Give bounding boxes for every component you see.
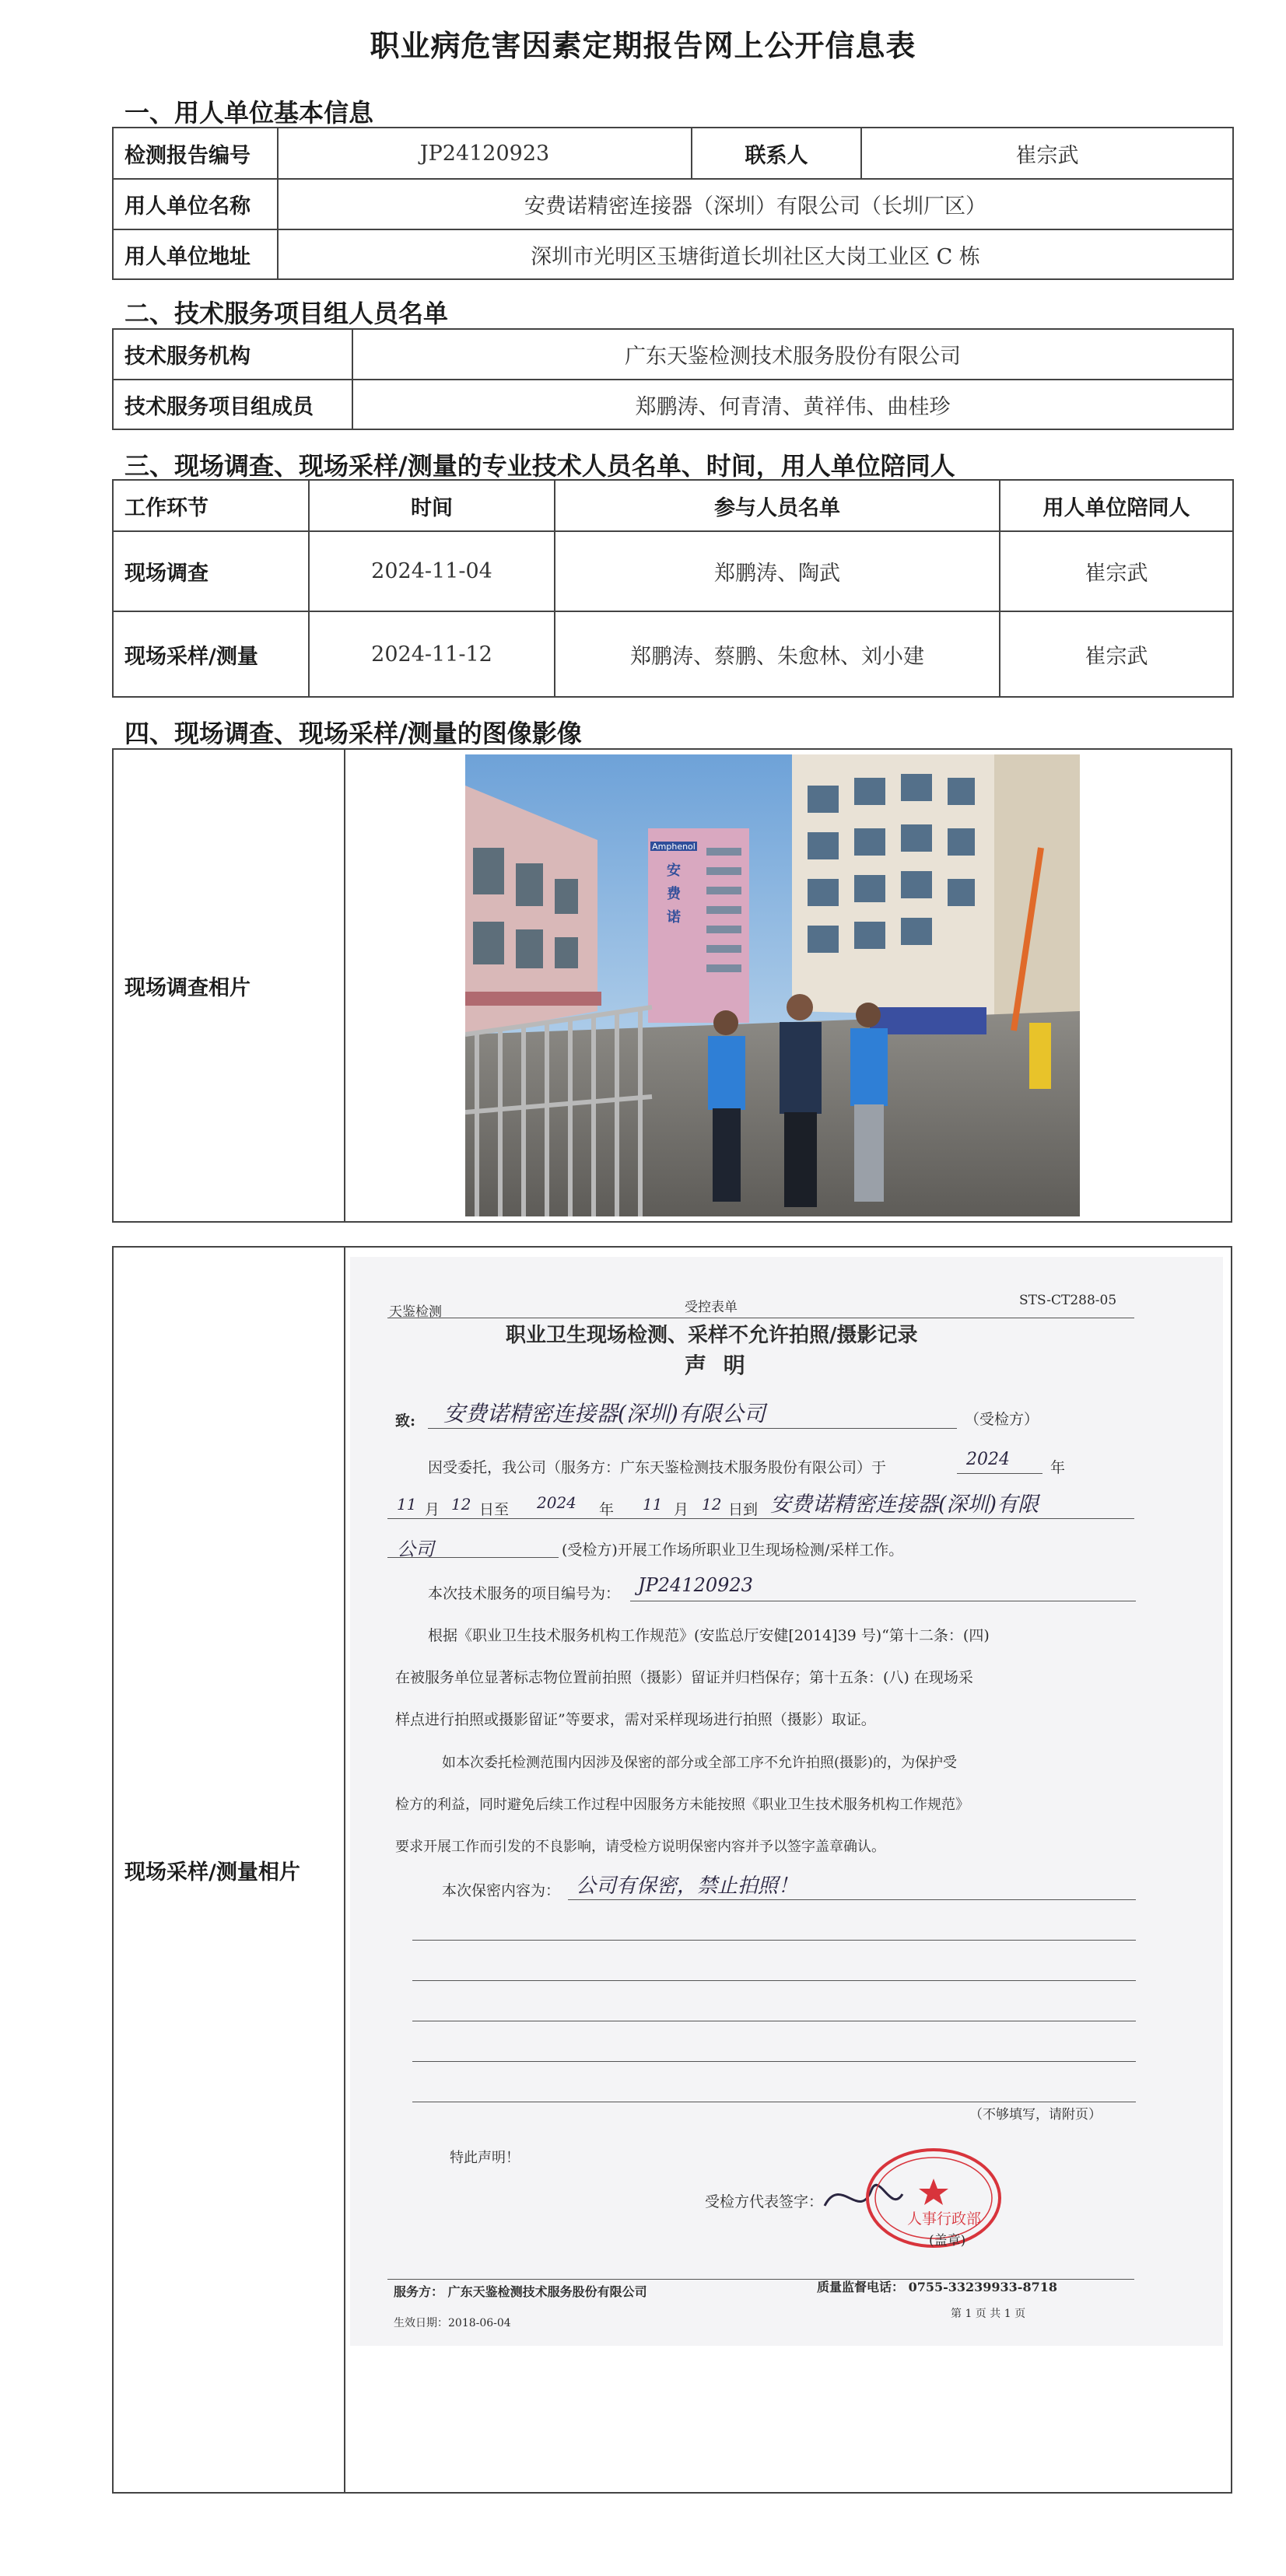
sign-char-3: 诺	[667, 909, 681, 926]
doc-header-mid: 受控表单	[685, 1300, 738, 1315]
col-date: 时间	[309, 480, 555, 531]
person-right	[850, 1003, 888, 1202]
col-people: 参与人员名单	[555, 480, 1000, 531]
doc-mid: 日至	[479, 1501, 510, 1518]
org-label: 技术服务机构	[113, 329, 352, 380]
doc-p4-hand: JP24120923	[638, 1574, 753, 1596]
table-row	[113, 611, 1233, 697]
doc-p10: 要求开展工作而引发的不良影响，请受检方说明保密内容并予以签字盖章确认。	[395, 1839, 885, 1855]
doc-p6: 在被服务单位显著标志物位置前拍照（摄影）留证并归档保存；第十五条：(八) 在现场采	[395, 1669, 973, 1686]
doc-p11-label: 本次保密内容为：	[442, 1882, 561, 1899]
company-name: 安费诺精密连接器（深圳）有限公司（长圳厂区）	[278, 179, 1233, 229]
doc-p1: 因受委托，我公司（服务方：广东天鉴检测技术服务股份有限公司）于	[428, 1459, 887, 1476]
doc-month1: 11	[397, 1495, 417, 1514]
doc-p3-hand: 公司	[397, 1538, 434, 1560]
doc-day1: 12	[451, 1495, 471, 1514]
doc-stamp-sub: (盖章)	[929, 2233, 966, 2249]
survey-photo-label-cell	[114, 750, 345, 1221]
doc-yue1: 月	[425, 1501, 440, 1518]
sampling-photo-label: 现场采样/测量相片	[124, 1860, 300, 1885]
doc-p5: 根据《职业卫生技术服务机构工作规范》(安监总厅安健[2014]39 号)“第十二条：(四)	[428, 1627, 990, 1644]
doc-p9: 检方的利益，同时避免后续工作过程中因服务方未能按照《职业卫生技术服务机构工作规范》	[395, 1797, 969, 1813]
signature-scribble	[825, 2185, 902, 2206]
person-left	[708, 1010, 745, 1202]
section3-heading: 三、现场调查、现场采样/测量的专业技术人员名单、时间，用人单位陪同人	[124, 451, 955, 481]
sampling-photo-label-cell	[114, 1248, 345, 2492]
doc-to-label: 致:	[395, 1412, 416, 1430]
sign-char-2: 费	[667, 886, 681, 902]
team-table	[112, 328, 1234, 430]
survey-photo	[465, 754, 1080, 1216]
members-label: 技术服务项目组成员	[113, 380, 352, 429]
members: 郑鹏涛、何青清、黄祥伟、曲桂珍	[352, 380, 1233, 429]
contact: 崔宗武	[861, 128, 1233, 179]
date: 2024-11-12	[309, 611, 555, 697]
people: 郑鹏涛、蔡鹏、朱愈林、刘小建	[555, 611, 1000, 697]
barrier	[1029, 1023, 1051, 1089]
escort: 崔宗武	[1000, 531, 1233, 611]
address-label: 用人单位地址	[113, 229, 278, 279]
doc-p3: (受检方)开展工作场所职业卫生现场检测/采样工作。	[562, 1542, 904, 1559]
company-label: 用人单位名称	[113, 179, 278, 229]
doc-month2: 11	[643, 1495, 663, 1514]
escort: 崔宗武	[1000, 611, 1233, 697]
doc-footer-date: 生效日期：2018-06-04	[394, 2317, 511, 2329]
org-name: 广东天鉴检测技术服务股份有限公司	[352, 329, 1233, 380]
table-row	[113, 531, 1233, 611]
sign-char-1: 安	[667, 863, 681, 879]
doc-stamp-text: 人事行政部	[907, 2210, 982, 2228]
doc-ri: 日到	[728, 1501, 759, 1518]
doc-p4-label: 本次技术服务的项目编号为：	[428, 1585, 621, 1602]
doc-to-hand: 安费诺精密连接器(深圳)有限公司	[443, 1401, 766, 1426]
doc-day2: 12	[702, 1495, 722, 1514]
doc-p2-hand: 安费诺精密连接器(深圳)有限	[770, 1493, 1039, 1517]
basic-info-table	[112, 127, 1234, 280]
schedule-table	[112, 479, 1234, 698]
doc-year2: 2024	[537, 1493, 576, 1512]
doc-footer-service: 服务方： 广东天鉴检测技术服务股份有限公司	[394, 2284, 647, 2299]
doc-header-right: STS-CT288-05	[1019, 1293, 1117, 1308]
stage: 现场采样/测量	[113, 611, 309, 697]
section2-heading: 二、技术服务项目组人员名单	[124, 299, 449, 328]
col-stage: 工作环节	[113, 480, 309, 531]
doc-footer-phone: 质量监督电话： 0755-33239933-8718	[817, 2280, 1057, 2294]
doc-fill-note: （不够填写，请附页）	[969, 2107, 1102, 2123]
person-center	[780, 994, 822, 1207]
doc-p1-year: 2024	[966, 1450, 1010, 1469]
company-stamp	[817, 2136, 1004, 2260]
declaration-document	[350, 1257, 1223, 2346]
page-title: 职业病危害因素定期报告网上公开信息表	[370, 29, 916, 63]
date: 2024-11-04	[309, 531, 555, 611]
doc-footer-page: 第 1 页 共 1 页	[951, 2308, 1026, 2320]
col-escort: 用人单位陪同人	[1000, 480, 1233, 531]
people: 郑鹏涛、陶武	[555, 531, 1000, 611]
doc-nian2: 年	[599, 1501, 615, 1518]
doc-p8: 如本次委托检测范围内因涉及保密的部分或全部工序不允许拍照(摄影)的，为保护受	[442, 1755, 958, 1771]
section4-heading: 四、现场调查、现场采样/测量的图像影像	[124, 719, 582, 748]
survey-photo-row	[112, 748, 1232, 1223]
sign-top: Amphenol	[652, 842, 696, 852]
section1-heading: 一、用人单位基本信息	[124, 98, 374, 128]
doc-title: 职业卫生现场检测、采样不允许拍照/摄影记录	[506, 1324, 918, 1347]
company-address: 深圳市光明区玉塘街道长圳社区大岗工业区 C 栋	[278, 229, 1233, 279]
doc-declare: 特此声明！	[450, 2150, 520, 2166]
report-no: JP24120923	[278, 128, 692, 179]
doc-subtitle: 声 明	[685, 1353, 750, 1378]
doc-header-left: 天鉴检测	[389, 1304, 442, 1320]
doc-sign-label: 受检方代表签字：	[705, 2193, 824, 2210]
stage: 现场调查	[113, 531, 309, 611]
doc-yue2: 月	[674, 1501, 689, 1518]
survey-photo-label: 现场调查相片	[124, 975, 251, 1000]
doc-p11-hand: 公司有保密，禁止拍照！	[576, 1874, 799, 1898]
report-no-label: 检测报告编号	[113, 128, 278, 179]
stamp-star	[919, 2179, 948, 2205]
sampling-photo-row	[112, 1246, 1232, 2494]
doc-to-suffix: （受检方）	[965, 1411, 1039, 1428]
contact-label: 联系人	[692, 128, 861, 179]
ground	[465, 1011, 1080, 1216]
doc-p7: 样点进行拍照或摄影留证”等要求，需对采样现场进行拍照（摄影）取证。	[395, 1711, 876, 1728]
doc-p1-year-suffix: 年	[1050, 1459, 1066, 1476]
